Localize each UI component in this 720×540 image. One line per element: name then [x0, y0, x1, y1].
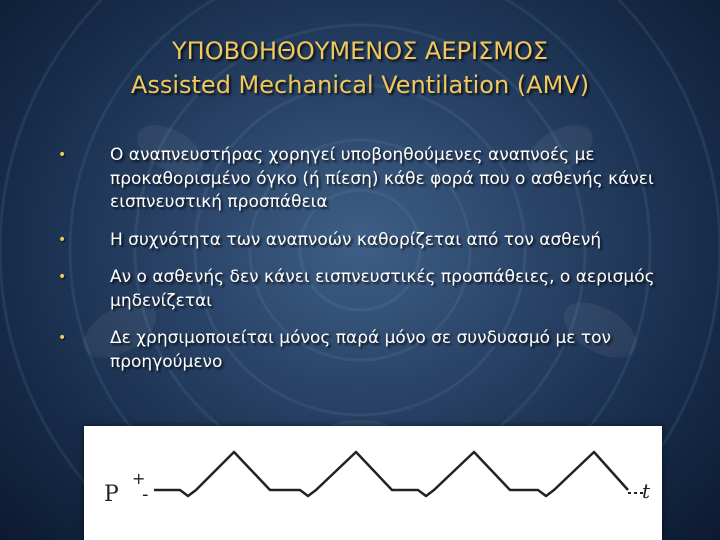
slide-title	[0, 34, 720, 102]
bullet-text: Αν ο ασθενής δεν κάνει εισπνευστικές προσπάθειες, ο αερισμός μηδενίζεται	[110, 267, 655, 311]
bullet-icon: •	[58, 147, 67, 163]
bullet-text: Ο αναπνευστήρας χορηγεί υποβοηθούμενες αναπνοές με προκαθορισμένο όγκο (ή πίεση) κάθε φορά που ο ασθενής κάνει εισπνευστική προσπάθεια	[110, 145, 654, 212]
bullet-item	[58, 144, 678, 215]
bullet-list	[58, 144, 678, 388]
bullet-icon: •	[58, 231, 67, 248]
minus-marker: -	[142, 484, 149, 505]
waveform-graphic	[84, 426, 662, 540]
bullet-text: Δε χρησιμοποιείται μόνος παρά μόνο σε συνδυασμό με τον προηγούμενο	[110, 328, 611, 372]
bullet-item	[58, 327, 678, 374]
pressure-trace	[154, 452, 628, 496]
title-english: Assisted Mechanical Ventilation (AMV)	[130, 71, 590, 99]
y-axis-label: P	[104, 482, 119, 507]
bullet-text: Η συχνότητα των αναπνοών καθορίζεται από τον ασθενή	[110, 229, 602, 250]
pressure-waveform	[84, 426, 662, 540]
x-axis-label: t	[642, 479, 651, 503]
bullet-item	[58, 229, 678, 253]
plus-marker: +	[132, 469, 146, 488]
bullet-icon: •	[58, 330, 67, 346]
title-greek: ΥΠΟΒΟΗΘΟΥΜΕΝΟΣ ΑΕΡΙΣΜΟΣ	[171, 37, 548, 65]
bullet-icon: •	[58, 269, 67, 285]
bullet-item	[58, 266, 678, 313]
